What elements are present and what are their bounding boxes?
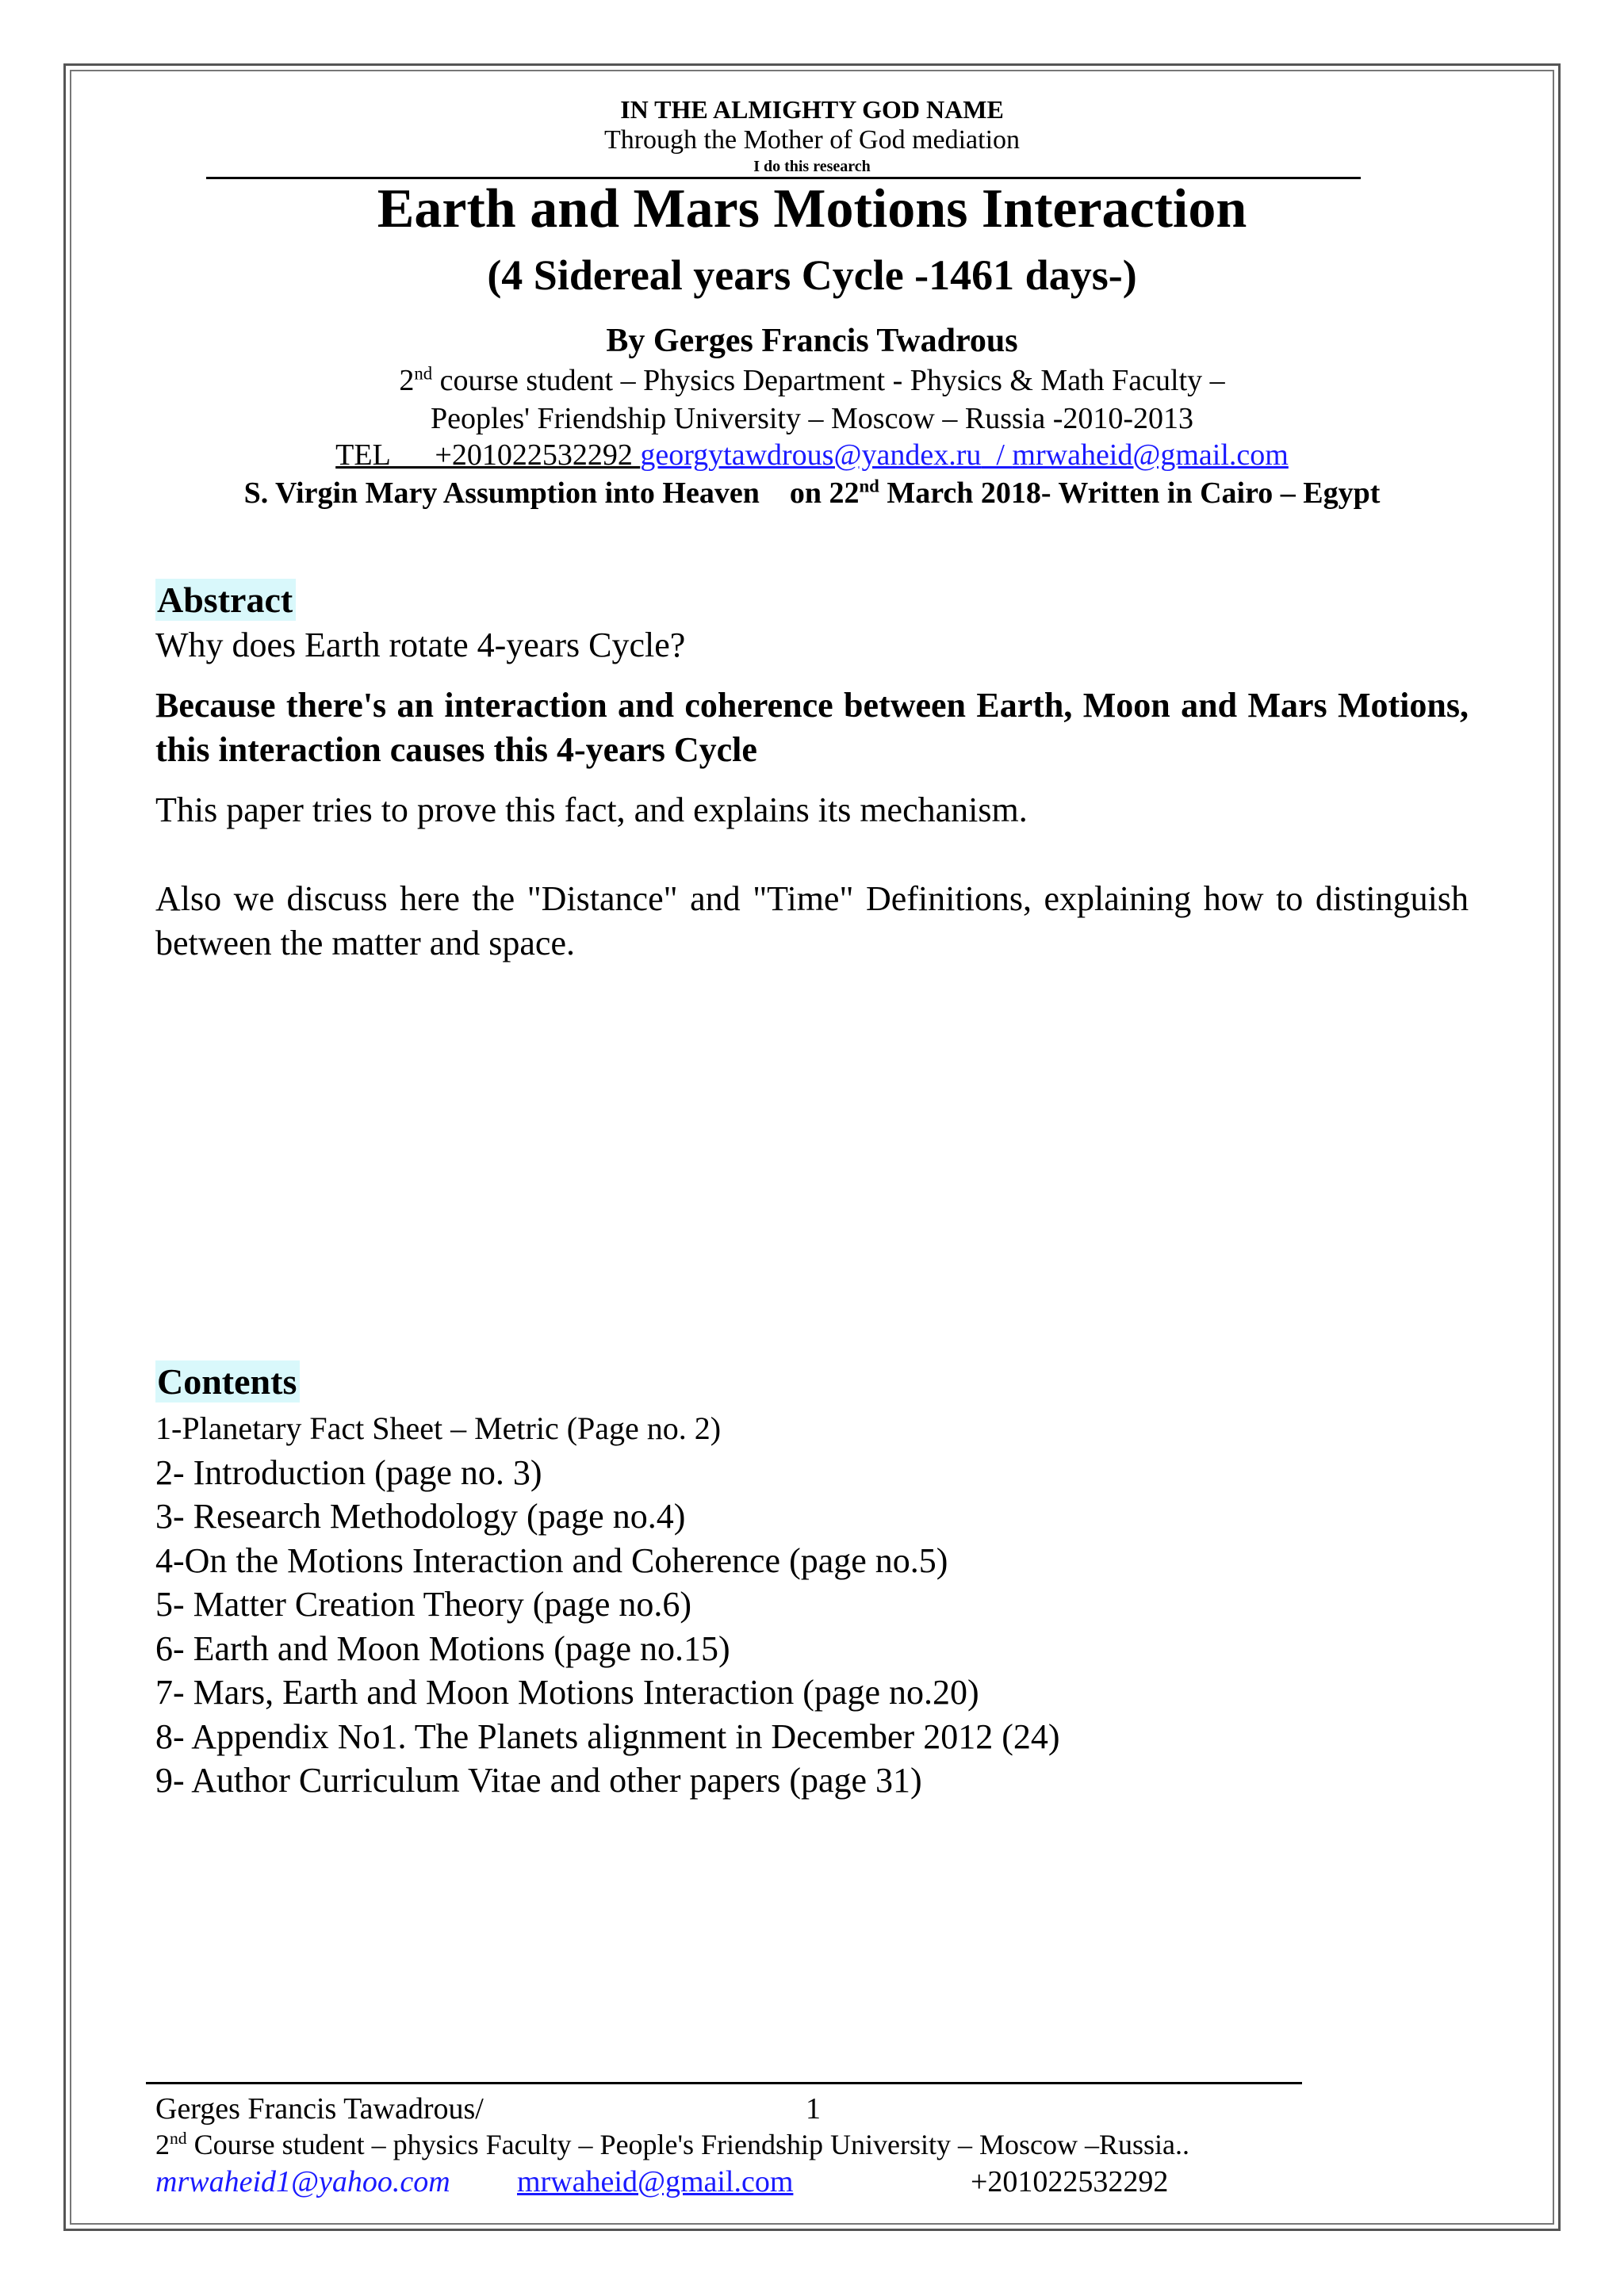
author-affiliation-line2: Peoples' Friendship University – Moscow – Russia -2010-2013	[430, 402, 1194, 435]
dateline-post: March 2018- Written in Cairo – Egypt	[879, 476, 1381, 510]
footer-email-yahoo[interactable]: mrwaheid1@yahoo.com	[155, 2165, 450, 2198]
footer-divider	[146, 2082, 1302, 2084]
author-contact-line	[0, 438, 1624, 473]
abstract-question: Why does Earth rotate 4-years Cycle?	[155, 626, 686, 664]
toc-item: 7- Mars, Earth and Moon Motions Interaction (page no.20)	[155, 1673, 979, 1712]
telephone: TEL +201022532292	[335, 438, 641, 472]
email-link-yandex[interactable]: georgytawdrous@yandex.ru	[640, 438, 982, 472]
paper-subtitle: (4 Sidereal years Cycle -1461 days-)	[487, 251, 1137, 299]
toc-item: 4-On the Motions Interaction and Coherence (page no.5)	[155, 1540, 948, 1580]
author-affiliation-line1	[0, 363, 1624, 398]
dateline	[0, 476, 1624, 511]
header-dedication: IN THE ALMIGHTY GOD NAME	[620, 95, 1004, 124]
author-byline: By Gerges Francis Twadrous	[606, 323, 1018, 359]
paper-title: Earth and Mars Motions Interaction	[377, 178, 1247, 239]
toc-item: 9- Author Curriculum Vitae and other papers (page 31)	[155, 1761, 922, 1800]
footer-affil-ordinal: nd	[170, 2129, 187, 2148]
affil-number: 2	[399, 364, 415, 397]
toc-item: 1-Planetary Fact Sheet – Metric (Page no. 2)	[155, 1410, 722, 1446]
dateline-pre: S. Virgin Mary Assumption into Heaven on 22	[243, 476, 860, 510]
abstract-paragraph-2: Also we discuss here the "Distance" and "Time" Definitions, explaining how to distinguish between the matter and space.	[155, 879, 1469, 962]
toc-item: 2- Introduction (page no. 3)	[155, 1452, 542, 1492]
abstract-main-claim: Because there's an interaction and coherence between Earth, Moon and Mars Motions, this interaction causes this 4-years Cycle	[155, 686, 1469, 769]
footer-contacts	[155, 2164, 1169, 2199]
contents-heading: Contents	[155, 1360, 300, 1402]
footer-affil-text: Course student – physics Faculty – People's Friendship University – Moscow –Russia..	[186, 2129, 1190, 2160]
abstract-section	[155, 579, 1469, 621]
abstract-paragraph-1: This paper tries to prove this fact, and explains its mechanism.	[155, 790, 1028, 829]
affil-ordinal: nd	[414, 363, 433, 384]
footer-email-gmail[interactable]: mrwaheid@gmail.com	[517, 2165, 794, 2198]
abstract-heading: Abstract	[155, 579, 296, 621]
email-separator: /	[981, 438, 1013, 472]
contents-section	[155, 1360, 1469, 1402]
email-link-gmail[interactable]: mrwaheid@gmail.com	[1012, 438, 1289, 472]
affil-text: course student – Physics Department - Physics & Math Faculty –	[432, 364, 1225, 397]
table-of-contents	[155, 1406, 1469, 1803]
header-mediation: Through the Mother of God mediation	[603, 125, 1021, 155]
toc-item: 3- Research Methodology (page no.4)	[155, 1497, 686, 1536]
footer-affil-number: 2	[155, 2129, 170, 2160]
toc-item: 6- Earth and Moon Motions (page no.15)	[155, 1628, 730, 1668]
header-research-note: I do this research	[753, 158, 871, 175]
page-number: 1	[806, 2092, 821, 2126]
toc-item: 8- Appendix No1. The Planets alignment in December 2012 (24)	[155, 1716, 1060, 1756]
dateline-ordinal: nd	[859, 476, 879, 496]
footer-phone: +201022532292	[971, 2165, 1169, 2198]
footer-author-name: Gerges Francis Tawadrous/	[155, 2092, 484, 2126]
footer-affiliation	[155, 2128, 1189, 2161]
toc-item: 5- Matter Creation Theory (page no.6)	[155, 1585, 692, 1624]
